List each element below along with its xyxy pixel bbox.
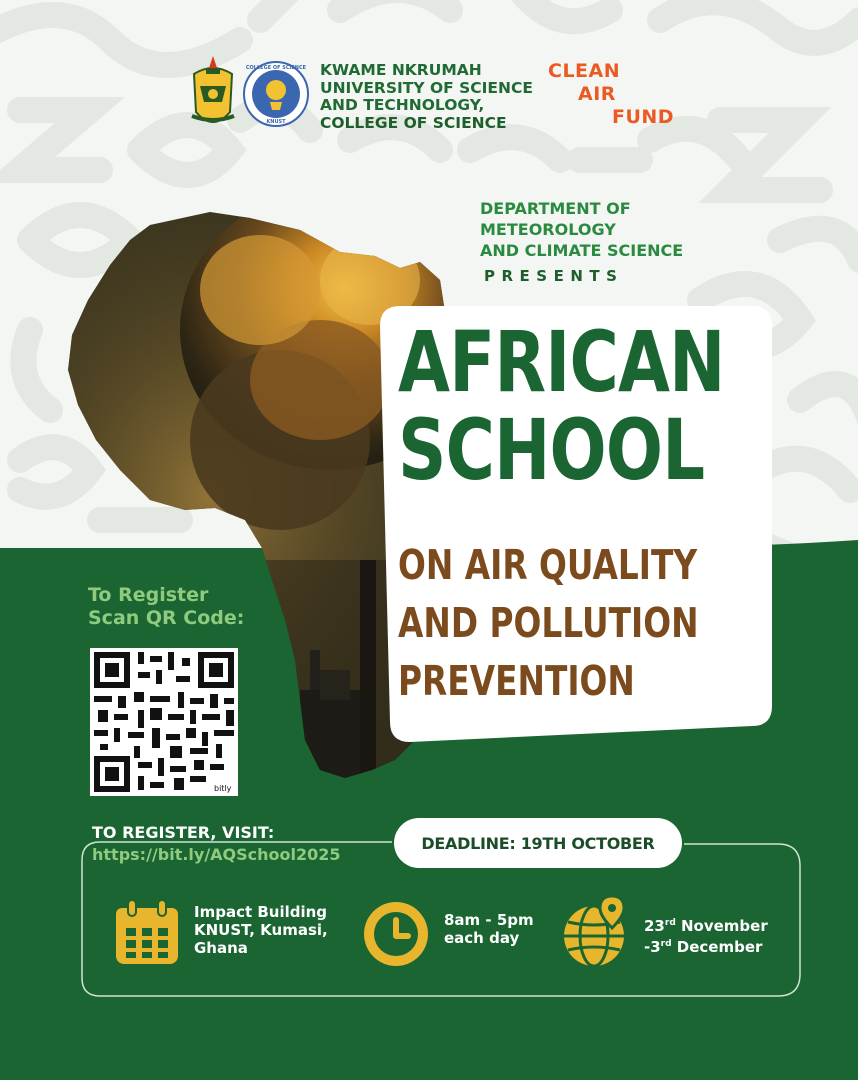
department-line: METEOROLOGY <box>480 220 616 239</box>
subtitle-line: AND POLLUTION <box>398 599 699 647</box>
location-text <box>194 903 328 957</box>
clock-icon <box>360 898 432 970</box>
subtitle-line: PREVENTION <box>398 657 635 705</box>
calendar-icon <box>112 898 182 968</box>
university-line: AND TECHNOLOGY, <box>320 96 485 114</box>
deadline-badge: DEADLINE: 19TH OCTOBER <box>394 818 682 868</box>
university-line: KWAME NKRUMAH <box>320 61 482 79</box>
location-line: Ghana <box>194 939 248 957</box>
svg-text:COLLEGE OF SCIENCE: COLLEGE OF SCIENCE <box>245 65 307 71</box>
globe-location-icon <box>560 894 634 970</box>
svg-text:bitly: bitly <box>214 784 232 793</box>
time-line: 8am - 5pm <box>444 911 534 929</box>
partner-line: AIR <box>578 83 616 105</box>
university-line: UNIVERSITY OF SCIENCE <box>320 78 533 97</box>
college-line: COLLEGE OF SCIENCE <box>320 113 507 132</box>
department-line: DEPARTMENT OF <box>480 199 631 218</box>
start-date: 23rd November <box>644 917 768 935</box>
partner-line: FUND <box>612 106 675 128</box>
visit-label: TO REGISTER, VISIT: <box>92 823 275 842</box>
subtitle-line: ON AIR QUALITY <box>398 541 698 589</box>
scan-line: Scan QR Code: <box>88 607 245 629</box>
location-line: Impact Building <box>194 903 328 921</box>
location-line: KNUST, Kumasi, <box>194 921 328 939</box>
partner-line: CLEAN <box>548 60 621 82</box>
title-line: AFRICAN <box>398 313 725 411</box>
end-date: -3rd December <box>644 938 763 956</box>
time-text <box>444 911 534 947</box>
scan-line: To Register <box>88 584 209 606</box>
date-text <box>644 914 768 956</box>
presents-label: PRESENTS <box>484 267 624 285</box>
department-line: AND CLIMATE SCIENCE <box>480 241 684 260</box>
time-line: each day <box>444 929 520 947</box>
title-line: SCHOOL <box>398 401 705 499</box>
registration-link[interactable]: https://bit.ly/AQSchool2025 <box>92 845 341 864</box>
svg-text:KNUST: KNUST <box>266 119 286 125</box>
